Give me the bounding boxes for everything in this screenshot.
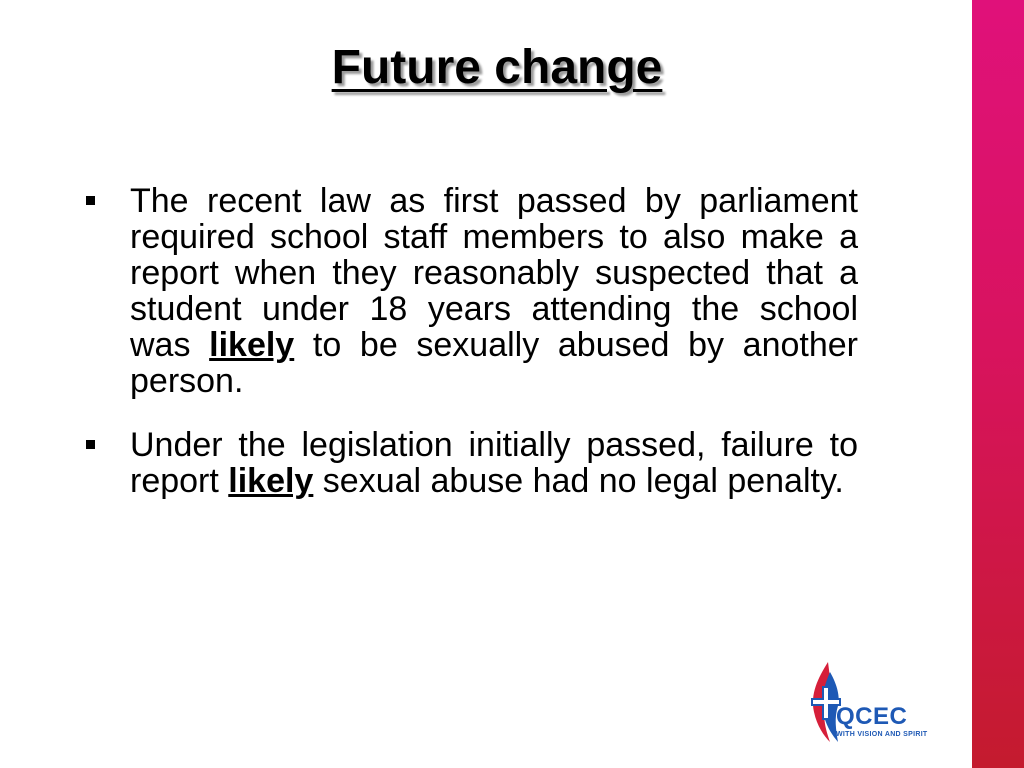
bullet-text-after: sexual abuse had no legal penalty. [313,462,844,500]
bullet-text [130,183,858,399]
bullet-text-after: to be sexually abused by another person. [130,326,858,400]
bullet-text-before: The recent law as first passed by parliament required school staff members to also make a report when they reasonably suspected that a student under 18 years attending the school was [130,182,858,364]
bullet-emphasis: likely [209,326,295,364]
bullet-square-icon [86,196,95,205]
slide-title: Future change [331,41,663,94]
bullet-list [80,183,858,527]
logo-name: QCEC [836,703,908,730]
bullet-emphasis: likely [228,462,314,500]
bullet-text [130,427,858,499]
bullet-item [80,427,858,499]
bullet-square-icon [86,440,95,449]
logo-tagline: WITH VISION AND SPIRIT [836,731,928,738]
decorative-side-bar [972,0,1024,768]
bullet-item [80,183,858,399]
bullet-text-before: Under the legislation initially passed, failure to report [130,426,858,500]
